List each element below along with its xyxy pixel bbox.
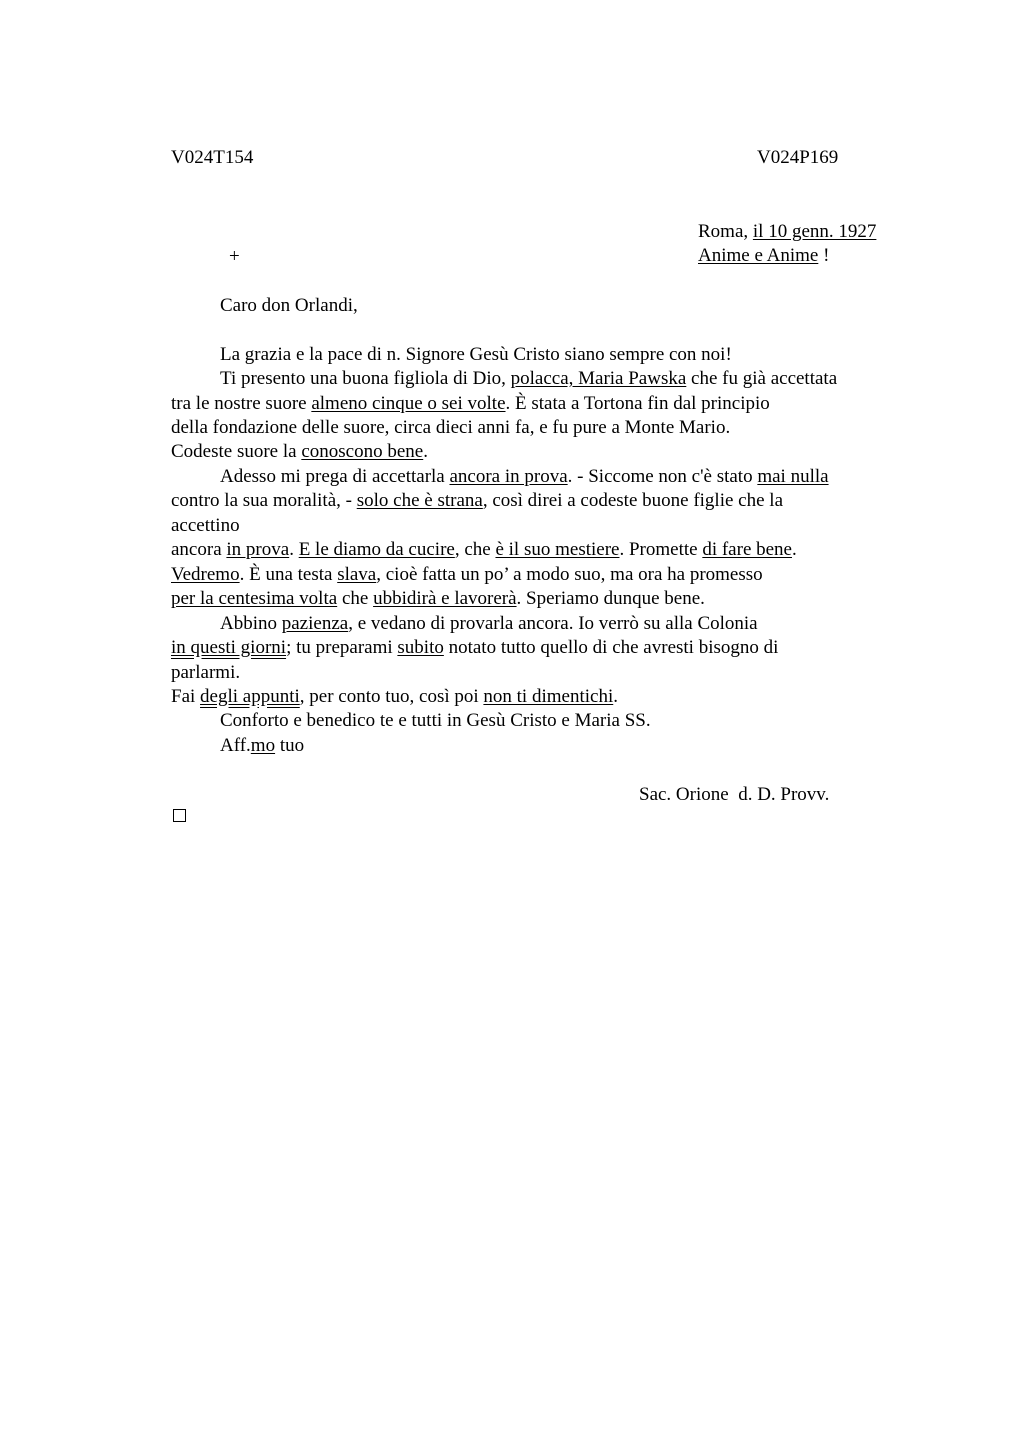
body-line: contro la sua moralità, - solo che è strana, così direi a codeste buone figlie che la [171, 490, 783, 511]
body-line: Fai degli appunti, per conto tuo, così poi non ti dimentichi. [171, 686, 618, 707]
body-line: per la centesima volta che ubbidirà e lavorerà. Speriamo dunque bene. [171, 588, 705, 609]
motto-text: Anime e Anime [698, 245, 819, 266]
signature: Sac. Orione d. D. Provv. [639, 784, 830, 805]
body-line: della fondazione delle suore, circa dieci anni fa, e fu pure a Monte Mario. [171, 417, 731, 438]
motto: Anime e Anime ! [698, 245, 830, 266]
body-line: Codeste suore la conoscono bene. [171, 441, 428, 462]
body-line: Abbino pazienza, e vedano di provarla ancora. Io verrò su alla Colonia [220, 613, 758, 634]
place-name: Roma, [698, 221, 749, 242]
document-code-left: V024T154 [171, 147, 254, 168]
body-line: Conforto e benedico te e tutti in Gesù Cristo e Maria SS. [220, 710, 651, 731]
body-line: Vedremo. È una testa slava, cioè fatta un po’ a modo suo, ma ora ha promesso [171, 564, 763, 585]
body-line: accettino [171, 515, 240, 536]
body-line: tra le nostre suore almeno cinque o sei volte. È stata a Tortona fin dal principio [171, 393, 770, 414]
document-code-right: V024P169 [757, 147, 839, 168]
body-line: La grazia e la pace di n. Signore Gesù Cristo siano sempre con noi! [220, 344, 732, 365]
body-line: Ti presento una buona figliola di Dio, polacca, Maria Pawska che fu già accettata [220, 368, 838, 389]
body-line: parlarmi. [171, 662, 241, 683]
body-line: Adesso mi prega di accettarla ancora in prova. - Siccome non c'è stato mai nulla [220, 466, 829, 487]
cross-mark: + [229, 246, 240, 267]
letter-date: il 10 genn. 1927 [752, 221, 877, 242]
body-line: in questi giorni; tu preparami subito notato tutto quello di che avresti bisogno di [171, 637, 779, 658]
dateline-date [698, 220, 876, 244]
salutation: Caro don Orlandi, [220, 295, 358, 316]
body-line: ancora in prova. E le diamo da cucire, che è il suo mestiere. Promette di fare bene. [171, 539, 797, 560]
closing-line: Aff.mo tuo [220, 735, 305, 756]
end-box-icon [173, 809, 186, 822]
